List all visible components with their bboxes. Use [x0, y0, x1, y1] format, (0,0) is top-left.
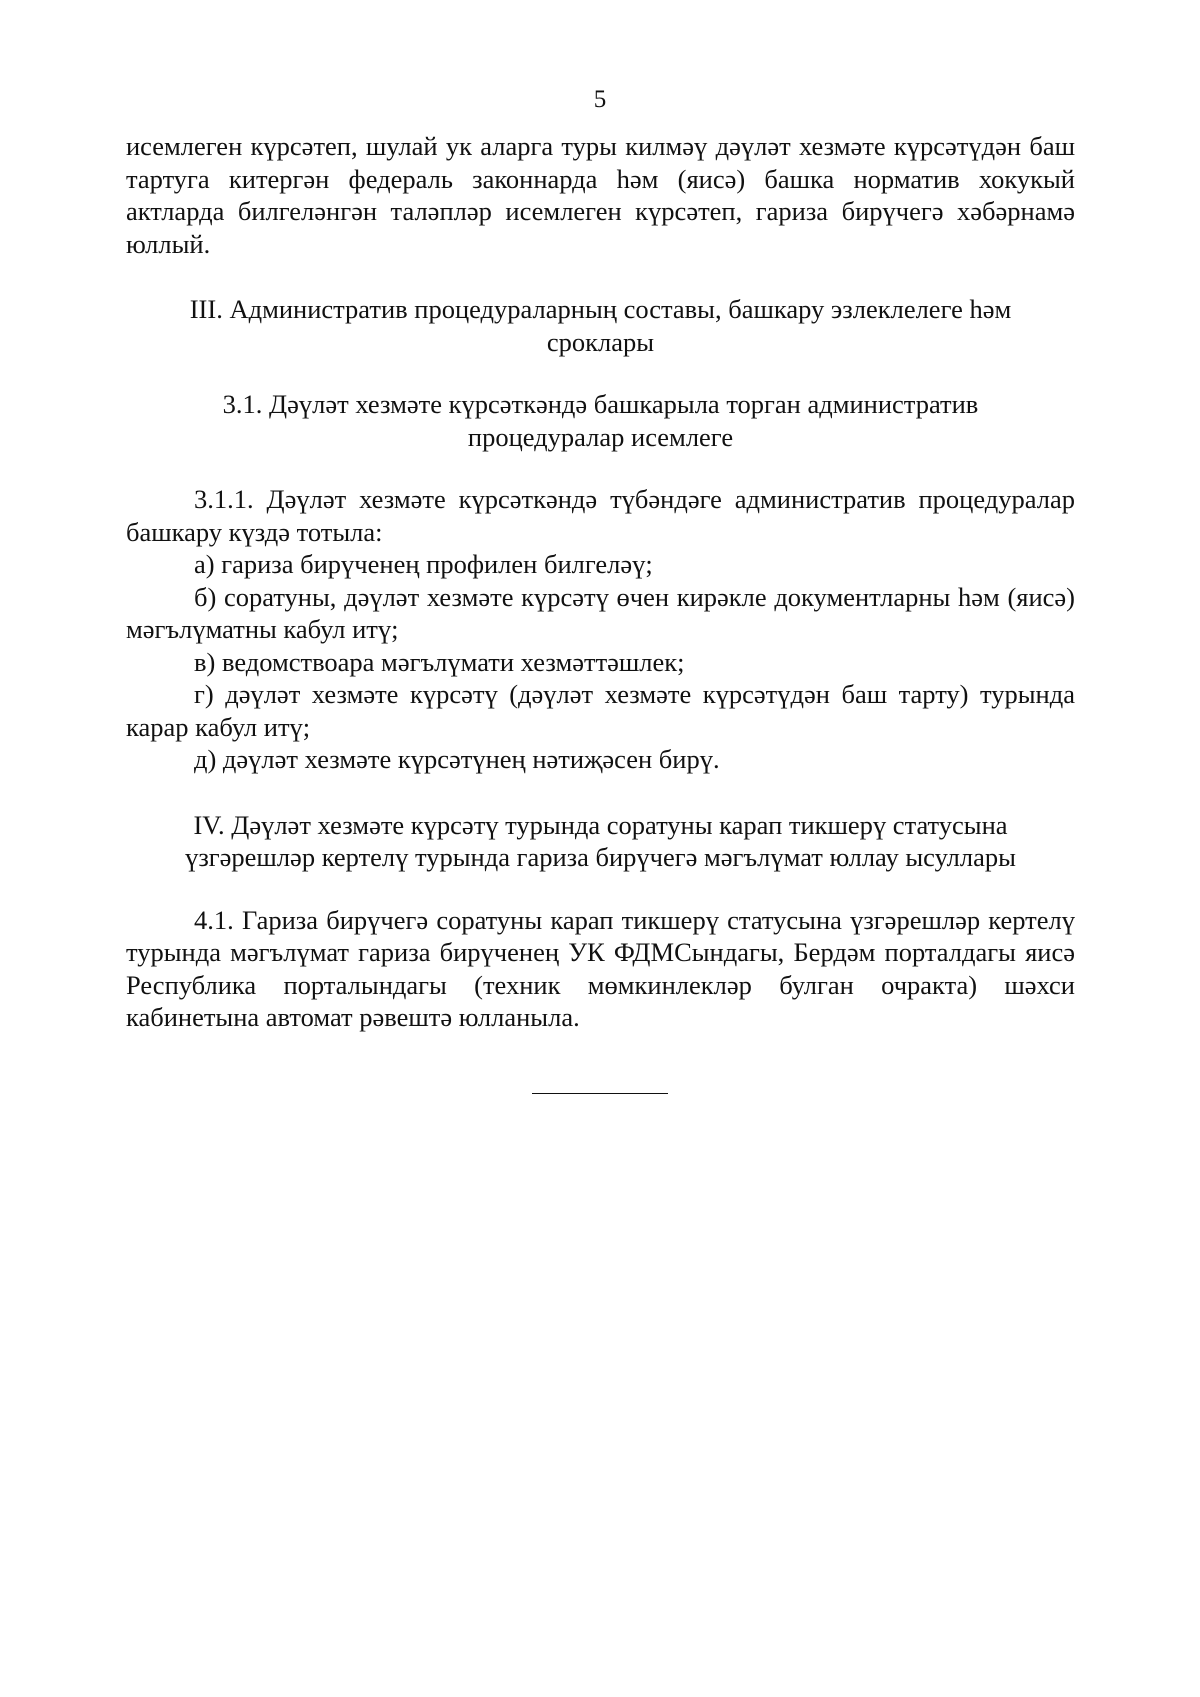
section-3-heading-line2: сроклары — [546, 326, 655, 357]
list-item: г) дәүләт хезмәте күрсәтү (дәүләт хезмәте күрсәтүдән баш тарту) турында карар кабул итү; — [126, 679, 1075, 742]
page-number: 5 — [593, 86, 607, 113]
list-item: в) ведомствоара мәгълүмати хезмәттәшлек; — [194, 646, 685, 677]
section-4-heading-line2: үзгәрешләр кертелү турында гариза бирүчегә мәгълүмат юллау ысуллары — [185, 842, 1016, 872]
list-item: а) гариза бирүченең профилен билгеләү; — [194, 549, 653, 579]
section-4-heading — [126, 809, 1075, 874]
subsection-3-1-heading-line2: процедуралар исемлеге — [467, 421, 734, 452]
paragraph-3-1-1: 3.1.1. Дәүләт хезмәте күрсәткәндә түбәндәге административ процедуралар башкару күздә тотыла: — [126, 484, 1075, 547]
subsection-3-1-heading — [126, 388, 1075, 453]
paragraph-4-1: 4.1. Гариза бирүчегә соратуны карап тикшерү статусына үзгәрешләр кертелү турында мәгълүмат гариза бирүченең УК ФДМСындагы, Бердәм порталдагы яисә Республика порталындагы (техник мөмкинлекләр булган очракта) шәхси кабинетына автомат рәвештә юлланыла. — [126, 904, 1075, 1032]
end-rule — [532, 1093, 668, 1094]
intro-paragraph: исемлеген күрсәтеп, шулай ук аларга туры килмәү дәүләт хезмәте күрсәтүдән баш тартуга китергән федераль законнарда һәм (яисә) башка норматив хокукый актларда билгеләнгән таләпләр исемлеген күрсәтеп, гариза бирүчегә хәбәрнамә юллый. — [126, 131, 1075, 259]
section-3-heading-line1: III. Административ процедураларның составы, башкару эзлеклелеге һәм — [189, 294, 1012, 324]
list-item: б) соратуны, дәүләт хезмәте күрсәтү өчен кирәкле документларны һәм (яисә) мәгълүматны кабул итү; — [126, 581, 1075, 644]
section-3-heading — [126, 293, 1075, 358]
subsection-3-1-heading-line1: 3.1. Дәүләт хезмәте күрсәткәндә башкарыла торган административ — [222, 389, 979, 419]
list-item: д) дәүләт хезмәте күрсәтүнең нәтиҗәсен бирү. — [194, 744, 720, 774]
document-body — [126, 130, 1075, 1034]
section-4-heading-line1: IV. Дәүләт хезмәте күрсәтү турында соратуны карап тикшерү статусына — [193, 809, 1008, 840]
